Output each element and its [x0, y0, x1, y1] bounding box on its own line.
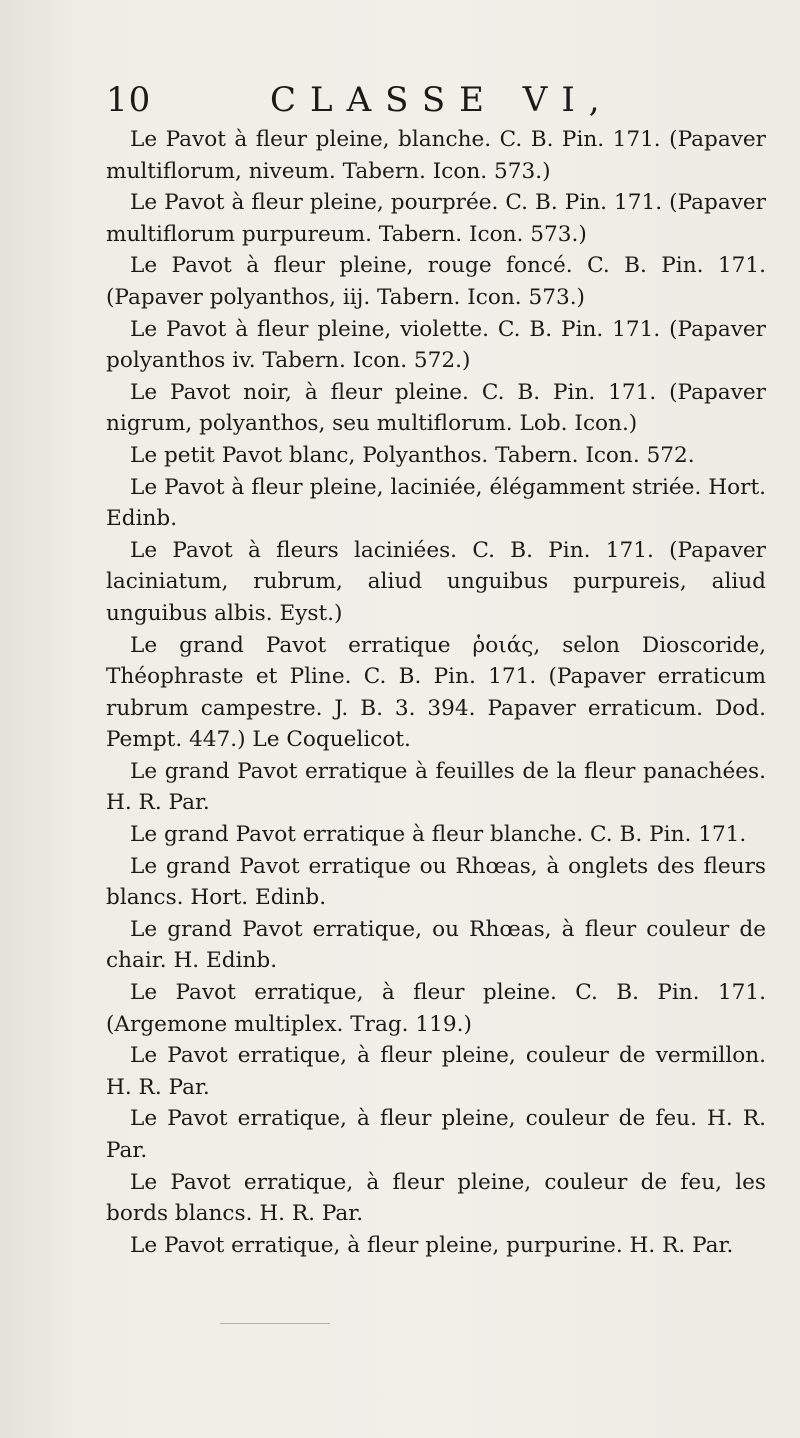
entry: Le Pavot à fleur pleine, pourprée. C. B. Pin. 171. (Papaver multiflorum purpureum. Tabern. Icon. 573.) — [106, 190, 766, 247]
entry: Le Pavot à fleur pleine, blanche. C. B. Pin. 171. (Papaver multiflorum, niveum. Tabern. Icon. 573.) — [106, 127, 766, 184]
entry: Le grand Pavot erratique à fleur blanche. C. B. Pin. 171. — [130, 822, 747, 848]
page-number: 10 — [106, 80, 152, 120]
entry: Le grand Pavot erratique ou Rhœas, à onglets des fleurs blancs. Hort. Edinb. — [106, 853, 766, 911]
page-header — [106, 72, 786, 122]
entry: Le grand Pavot erratique, ou Rhœas, à fleur couleur de chair. H. Edinb. — [106, 916, 766, 974]
entry: Le Pavot noir, à fleur pleine. C. B. Pin. 171. (Papaver nigrum, polyanthos, seu multiflorum. Lob. Icon.) — [106, 379, 766, 437]
entry: Le grand Pavot erratique ῥοιάς, selon Dioscoride, Théophraste et Pline. C. B. Pin. 171. (Papaver erraticum rubrum campestre. J. B. 3. 394. Papaver erraticum. Dod. Pempt. 447.) Le Coquelicot. — [106, 632, 766, 753]
entry: Le Pavot erratique, à fleur pleine. C. B. Pin. 171. (Argemone multiplex. Trag. 119.) — [106, 980, 766, 1037]
running-head: CLASSE VI, — [270, 80, 614, 120]
entry: Le Pavot à fleurs laciniées. C. B. Pin. 171. (Papaver laciniatum, rubrum, aliud unguibus purpureis, aliud unguibus albis. Eyst.) — [106, 537, 766, 626]
entry: Le Pavot à fleur pleine, laciniée, élégamment striée. Hort. Edinb. — [106, 474, 766, 532]
entry: Le Pavot erratique, à fleur pleine, purpurine. H. R. Par. — [130, 1232, 734, 1258]
entry: Le petit Pavot blanc, Polyanthos. Tabern. Icon. 572. — [130, 442, 695, 468]
entry: Le Pavot erratique, à fleur pleine, couleur de vermillon. H. R. Par. — [106, 1043, 766, 1100]
entry-list — [106, 124, 766, 1261]
entry: Le Pavot erratique, à fleur pleine, couleur de feu. H. R. Par. — [106, 1106, 766, 1163]
entry: Le grand Pavot erratique à feuilles de la fleur panachées. H. R. Par. — [106, 758, 766, 816]
footer-rule — [220, 1323, 330, 1324]
entry: Le Pavot à fleur pleine, rouge foncé. C. B. Pin. 171. (Papaver polyanthos, iij. Tabern. Icon. 573.) — [106, 253, 766, 310]
entry: Le Pavot à fleur pleine, violette. C. B. Pin. 171. (Papaver polyanthos iv. Tabern. Icon. 572.) — [106, 316, 766, 374]
entry: Le Pavot erratique, à fleur pleine, couleur de feu, les bords blancs. H. R. Par. — [106, 1169, 766, 1227]
